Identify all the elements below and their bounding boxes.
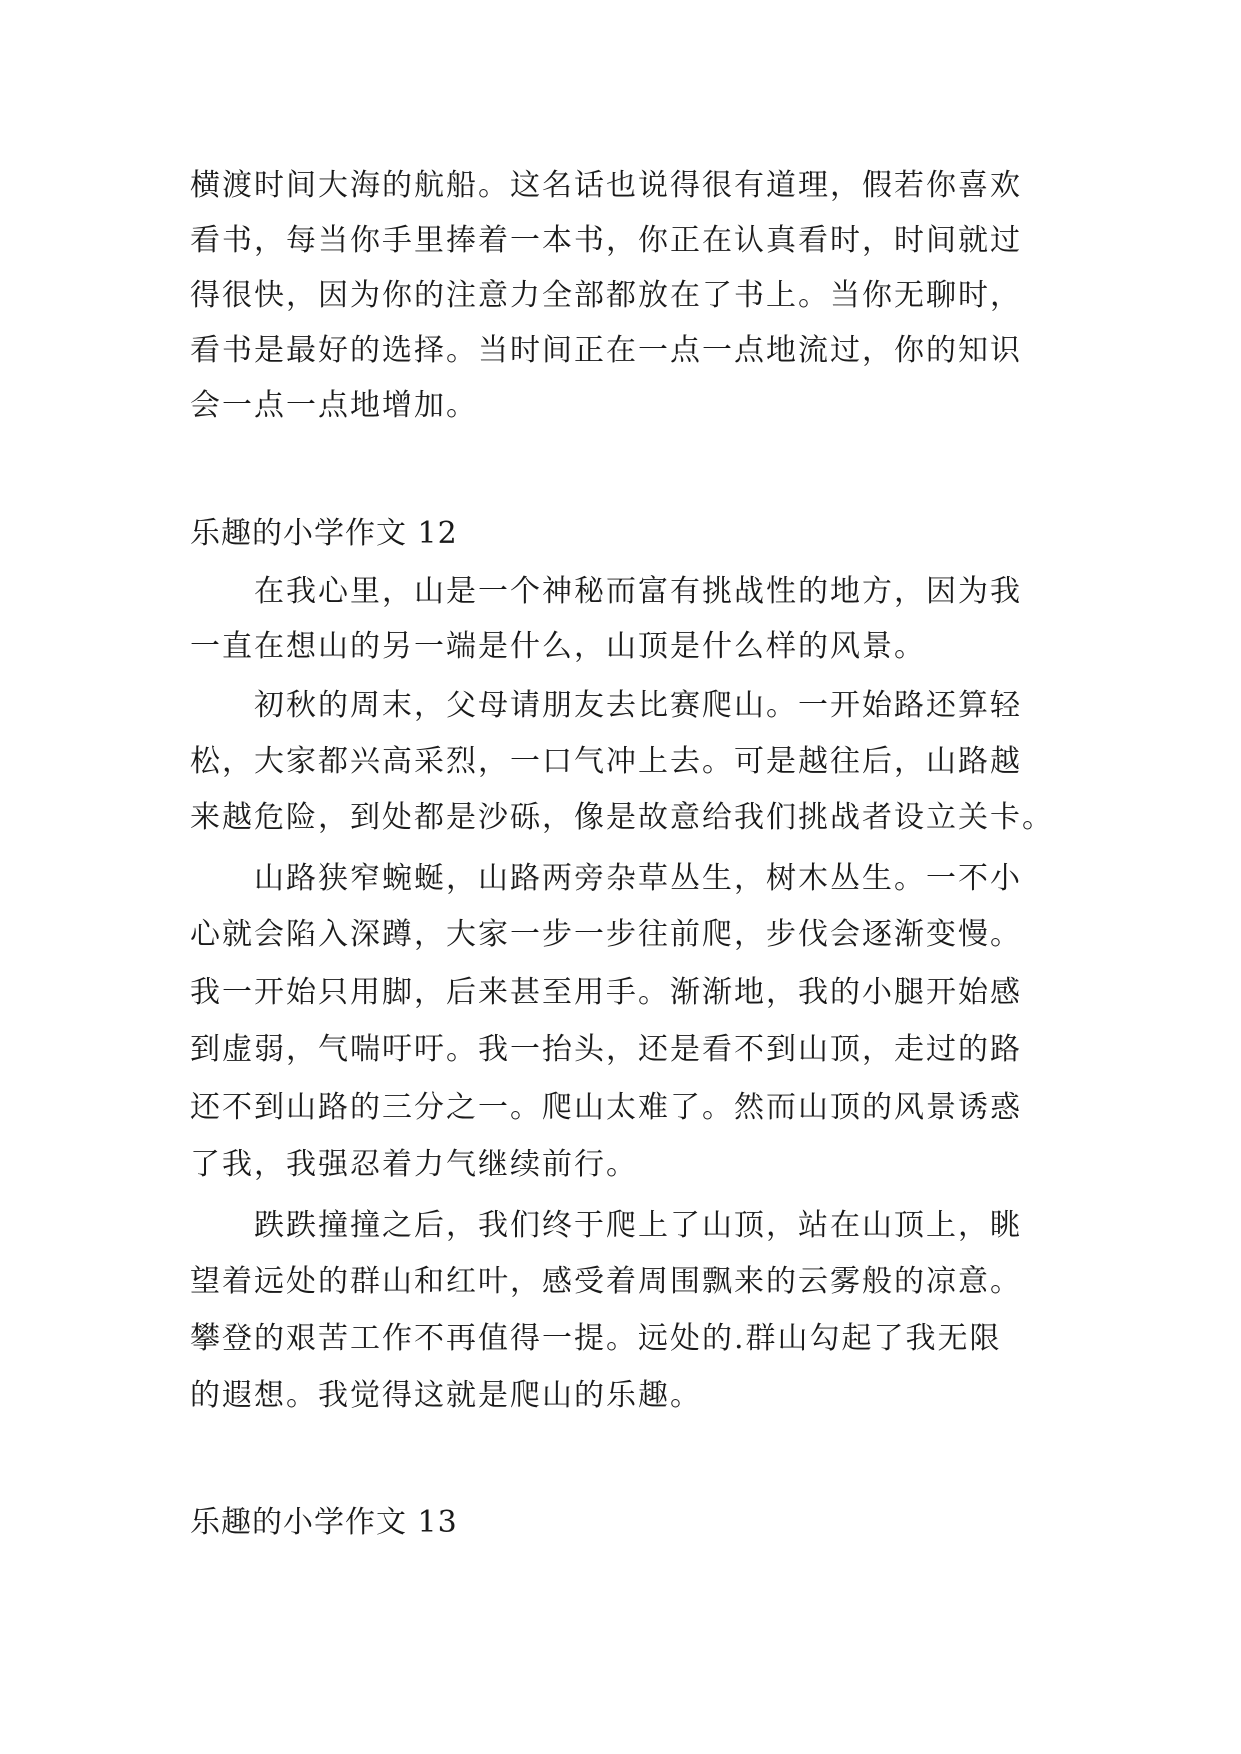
paragraph-line: 在我心里，山是一个神秘而富有挑战性的地方，因为我 xyxy=(190,574,1022,609)
essay-12-title: 乐趣的小学作文 12 xyxy=(190,516,458,551)
paragraph-line: 横渡时间大海的航船。这名话也说得很有道理，假若你喜欢 xyxy=(190,168,1022,203)
paragraph-line: 会一点一点地增加。 xyxy=(190,388,478,423)
paragraph-line: 看书是最好的选择。当时间正在一点一点地流过，你的知识 xyxy=(190,333,1022,368)
paragraph-line: 的遐想。我觉得这就是爬山的乐趣。 xyxy=(190,1378,702,1413)
paragraph-line: 松，大家都兴高采烈，一口气冲上去。可是越往后，山路越 xyxy=(190,744,1022,779)
paragraph-line: 初秋的周末，父母请朋友去比赛爬山。一开始路还算轻 xyxy=(190,688,1022,723)
paragraph-line: 来越危险，到处都是沙砾，像是故意给我们挑战者设立关卡。 xyxy=(190,800,1054,835)
paragraph-line: 山路狭窄蜿蜒，山路两旁杂草丛生，树木丛生。一不小 xyxy=(190,861,1022,896)
paragraph-line: 还不到山路的三分之一。爬山太难了。然而山顶的风景诱惑 xyxy=(190,1090,1022,1125)
paragraph-line: 攀登的艰苦工作不再值得一提。远处的.群山勾起了我无限 xyxy=(190,1321,1002,1356)
paragraph-line: 到虚弱，气喘吁吁。我一抬头，还是看不到山顶，走过的路 xyxy=(190,1032,1022,1067)
paragraph-line: 了我，我强忍着力气继续前行。 xyxy=(190,1147,638,1182)
paragraph-line: 一直在想山的另一端是什么，山顶是什么样的风景。 xyxy=(190,629,926,664)
paragraph-line: 得很快，因为你的注意力全部都放在了书上。当你无聊时， xyxy=(190,278,1022,313)
paragraph-line: 心就会陷入深蹲，大家一步一步往前爬，步伐会逐渐变慢。 xyxy=(190,917,1022,952)
paragraph-line: 望着远处的群山和红叶，感受着周围飘来的云雾般的凉意。 xyxy=(190,1264,1022,1299)
paragraph-line: 看书，每当你手里捧着一本书，你正在认真看时，时间就过 xyxy=(190,223,1022,258)
essay-13-title: 乐趣的小学作文 13 xyxy=(190,1505,458,1540)
paragraph-line: 跌跌撞撞之后，我们终于爬上了山顶，站在山顶上，眺 xyxy=(190,1208,1022,1243)
paragraph-line: 我一开始只用脚，后来甚至用手。渐渐地，我的小腿开始感 xyxy=(190,975,1022,1010)
